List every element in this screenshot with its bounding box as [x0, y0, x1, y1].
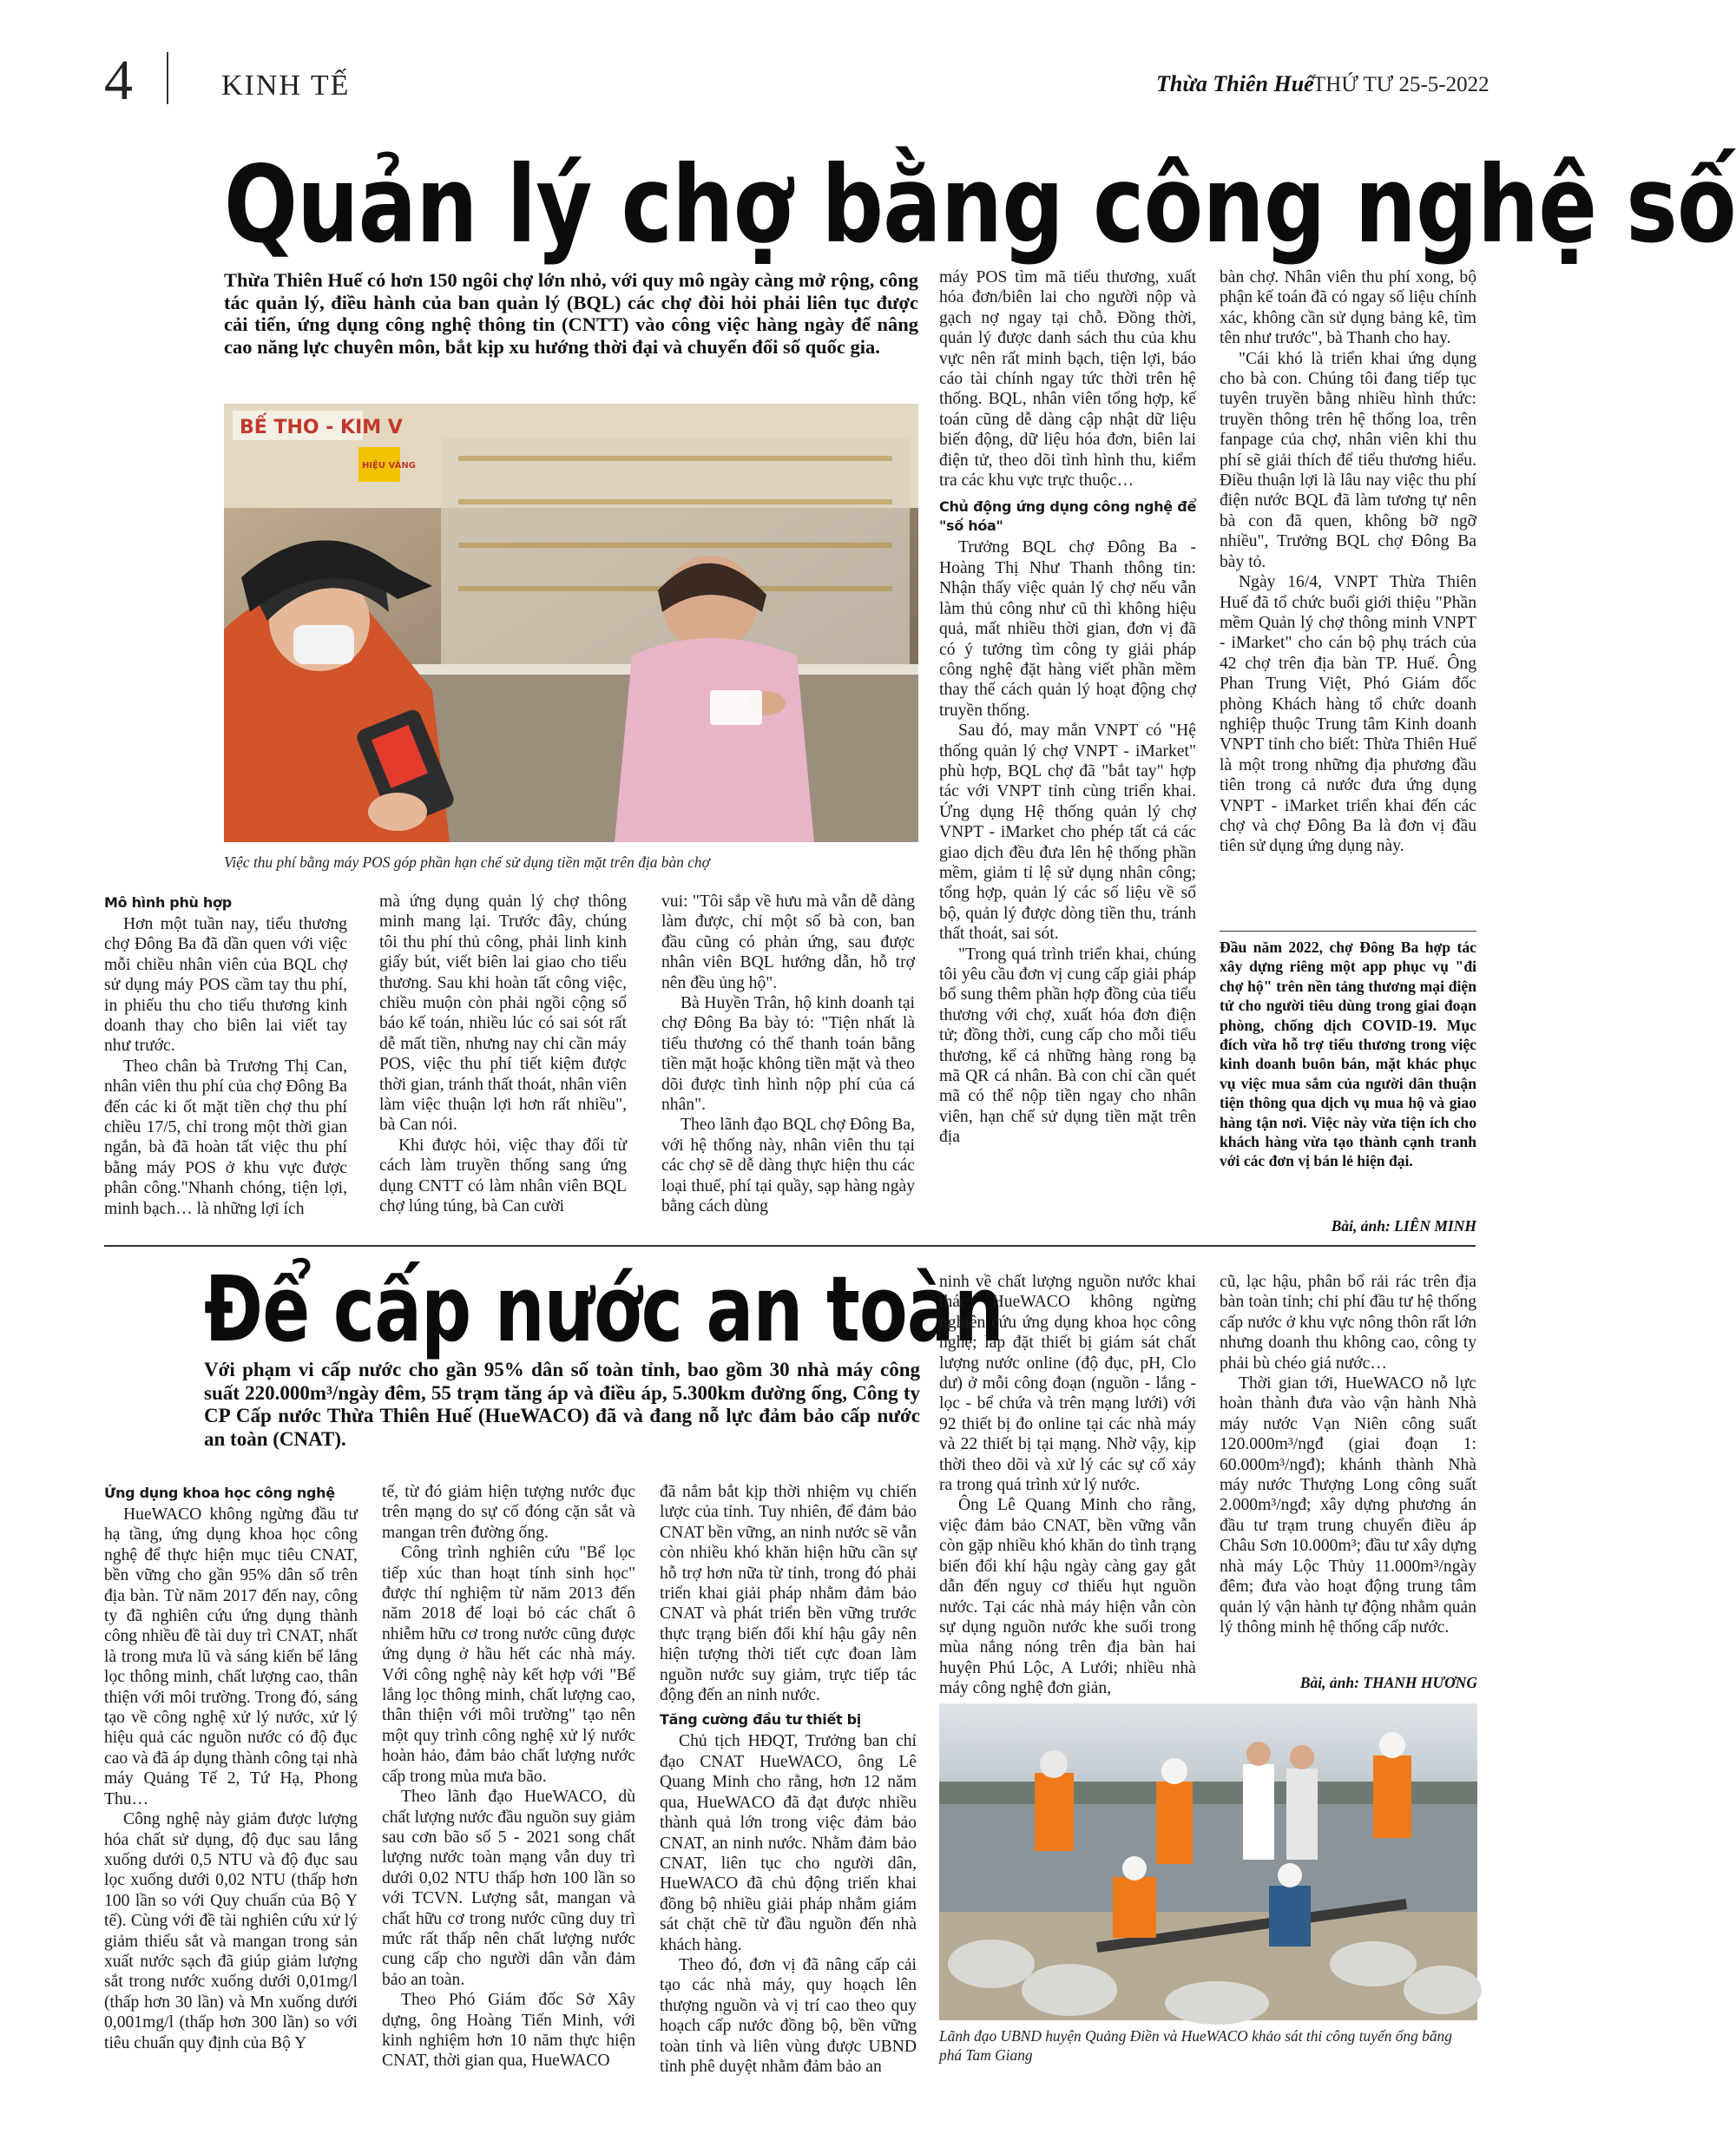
paragraph: Công nghệ này giảm được lượng hóa chất sử dụng, độ đục sau lắng xuống dưới 0,5 NTU và độ đục sau lọc xuống dưới 0,02 NTU (thấp hơn 100 lần so với Quy chuẩn của Bộ Y tế). Cùng với đề tài nghiên cứu xử lý giảm thiểu sắt và mangan trong sản xuất nước sạch đã giúp giảm lượng sắt trong nước xuống dưới 0,01mg/l (thấp hơn 30 lần) và Mn xuống dưới 0,001mg/l (thấp hơn 300 lần) so với tiêu chuẩn quy định của Bộ Y	[104, 1810, 358, 2052]
article2-col1	[104, 1482, 358, 2053]
paragraph: Chủ tịch HĐQT, Trưởng ban chỉ đạo CNAT HueWACO, ông Lê Quang Minh cho rằng, hơn 12 năm qua, HueWACO đã đạt được nhiều thành quả lớn trong việc đảm bảo CNAT, an ninh nước. Nhằm đảm bảo CNAT, liên tục cho người dân, HueWACO đã chủ động triển khai đồng bộ nhiều giải pháp nhằm giám sát chặt chẽ từ đầu nguồn đến nhà khách hàng.	[660, 1732, 917, 1954]
paragraph: Trưởng BQL chợ Đông Ba - Hoàng Thị Như Thanh thông tin: Nhận thấy việc quản lý chợ nếu vẫn làm thủ công như cũ thì không hiệu quả, mất nhiều thời gian, đơn vị đã có ý tưởng tìm công ty giải pháp công nghệ đặt hàng viết phần mềm thay thế cách quản lý hoạt động chợ truyền thống.	[939, 538, 1196, 720]
paragraph: "Trong quá trình triển khai, chúng tôi yêu cầu đơn vị cung cấp giải pháp bổ sung thêm phần hợp đồng của tiểu thương với chợ, xuất hóa đơn điện tử; đồng thời, cung cấp cho mỗi tiểu thương, kể cả những hàng rong bạ mã QR cá nhân. Bà con chỉ cần quét mã có thể nộp tiền ngay cho nhân viên, hạn chế sử dụng tiền mặt trên địa	[939, 945, 1196, 1147]
paragraph: Theo Phó Giám đốc Sở Xây dựng, ông Hoàng Tiến Minh, với kinh nghiệm hơn 10 năm thực hiện CNAT, thời gian qua, HueWACO	[382, 1991, 635, 2071]
paragraph: Thời gian tới, HueWACO nỗ lực hoàn thành đưa vào vận hành Nhà máy nước Vạn Niên công suất 120.000m³/ngđ (giai đoạn 1: 60.000m³/ngđ); khánh thành Nhà máy nước Thượng Long công suất 2.000m³/ngđ; xây dựng phương án đầu tư trạm trung chuyển điều áp Châu Sơn 10.000m³; đầu tư xây dựng nhà máy Lộc Thủy 11.000m³/ngày đêm; đưa vào hoạt động trung tâm quản lý vận hành tự động nhằm quản lý thông minh hệ thống cấp nước.	[1220, 1374, 1476, 1637]
article1-lead: Thừa Thiên Huế có hơn 150 ngôi chợ lớn nhỏ, với quy mô ngày càng mở rộng, công tác quản lý, điều hành của ban quản lý (BQL) các chợ đòi hỏi phải liên tục được cải tiến, ứng dụng công nghệ thông tin (CNTT) vào công việc hàng ngày để nâng cao năng lực chuyên môn, bắt kịp xu hướng thời đại và chuyển đổi số quốc gia.	[224, 269, 918, 358]
article1-title: Quản lý chợ bằng công nghệ số	[224, 143, 1736, 267]
page-number: 4	[104, 49, 133, 112]
paragraph: tế, từ đó giảm hiện tượng nước đục trên mạng do sự cố đóng cặn sắt và mangan trên đường ống.	[382, 1483, 635, 1542]
article1-sidebar-box: Đầu năm 2022, chợ Đông Ba hợp tác xây dựng riêng một app phục vụ "đi chợ hộ" trên nền tảng thương mại điện tử cho người tiêu dùng trong giai đoạn phòng, chống dịch COVID-19. Mục đích vừa hỗ trợ tiểu thương trong việc kinh doanh buôn bán, mặt khác phục vụ việc mua sắm của người dân thuận tiện thông qua dịch vụ mua hộ và giao hàng tận nơi. Việc này vừa tiện ích cho khách hàng vừa tạo thành cạnh tranh với các đơn vị bán lẻ hiện đại.	[1220, 939, 1476, 1170]
paragraph: Theo đó, đơn vị đã nâng cấp cải tạo các nhà máy, quy hoạch lên thượng nguồn và vị trí cao theo quy hoạch cấp nước đồng bộ, bền vững toàn tỉnh và liên vùng được UBND tỉnh phê duyệt nhằm đảm bảo an	[660, 1955, 917, 2076]
masthead: Thừa Thiên Huế	[1156, 71, 1314, 96]
paragraph: "Cái khó là triển khai ứng dụng cho bà con. Chúng tôi đang tiếp tục tuyên truyền bằng nhiều hình thức: truyền thông trên hệ thống loa, trên fanpage của chợ, nhân viên khi thu phí sẽ giải thích để tiểu thương hiểu. Điều thuận lợi là lâu nay việc thu phí điện nước BQL đã làm tương tự nên bà con đã quen, không bỡ ngỡ nhiều", Trưởng BQL chợ Đông Ba bày tỏ.	[1220, 349, 1476, 571]
paragraph: Khi được hỏi, việc thay đổi từ cách làm truyền thống sang ứng dụng CNTT có làm nhân viên BQL chợ lúng túng, bà Can cười	[379, 1136, 627, 1216]
paragraph: bàn chợ. Nhân viên thu phí xong, bộ phận kế toán đã có ngay số liệu chính xác, không cần sử dụng bảng kê, tìm tên như trước", bà Thanh cho hay.	[1220, 268, 1476, 348]
header-divider	[167, 52, 168, 104]
article2-col5	[1220, 1272, 1476, 1637]
paragraph: mà ứng dụng quản lý chợ thông minh mang lại. Trước đây, chúng tôi thu phí thủ công, phải linh kinh giấy bút, viết biên lai giao cho tiểu thương. Sau khi hoàn tất công việc, chiều muộn còn phải ngồi cộng sổ báo kế toán, nhiều lúc có sai sót rất dễ mất tiền, nhưng nay chỉ cần máy POS, việc thu phí tiết kiệm được thời gian, tránh thất thoát, nhân viên làm việc thuận lợi hơn rất nhiều", bà Can nói.	[379, 893, 627, 1135]
section-label: KINH TẾ	[221, 69, 351, 102]
article2-col2	[382, 1482, 635, 2072]
article1-col2	[379, 892, 627, 1217]
paragraph: Sau đó, may mắn VNPT có "Hệ thống quản lý chợ VNPT - iMarket" phù hợp, BQL chợ đã "bắt tay" hợp tác với VNPT tỉnh cùng triển khai. Ứng dụng Hệ thống quản lý chợ VNPT - iMarket cho phép tất cả các giao dịch đều đưa lên hệ thống phần mềm, giảm tỉ lệ sử dụng nhân công; tổng hợp, quản lý các số liệu về sổ bộ, quản lý được dòng tiền thu, tránh thất thoát, sai sót.	[939, 721, 1196, 944]
subhead-chu-dong: Chủ động ứng dụng công nghệ để "số hóa"	[939, 498, 1196, 535]
shop-sign: BẾ THO - KIM V	[240, 417, 403, 438]
article1-photo-caption: Việc thu phí bằng máy POS góp phần hạn chế sử dụng tiền mặt trên địa bàn chợ	[224, 853, 710, 871]
article2-lead: Với phạm vi cấp nước cho gần 95% dân số toàn tỉnh, bao gồm 30 nhà máy công suất 220.000m³/ngày đêm, 55 trạm tăng áp và điều áp, 5.300km đường ống, Công ty CP Cấp nước Thừa Thiên Huế (HueWACO) đã và đang nỗ lực đảm bảo cấp nước an toàn (CNAT).	[204, 1359, 920, 1450]
article1-col4	[939, 267, 1196, 1148]
subhead-ung-dung: Ứng dụng khoa học công nghệ	[104, 1485, 335, 1501]
paragraph: Bà Huyền Trân, hộ kinh doanh tại chợ Đông Ba bày tỏ: "Tiện nhất là tiểu thương có thể thanh toán bằng tiền mặt hoặc không tiền mặt và theo dõi được tình hình nộp phí của cá nhân".	[661, 994, 915, 1115]
paragraph: Theo chân bà Trương Thị Can, nhân viên thu phí của chợ Đông Ba đến các ki ốt mặt tiền chợ thu phí chiều 17/5, chỉ trong một thời gian ngắn, bà đã hoàn tất việc thu phí bằng máy POS ở khu vực được phân công."Nhanh chóng, tiện lợi, minh bạch… là những lợi ích	[104, 1057, 347, 1218]
paragraph: Hơn một tuần nay, tiểu thương chợ Đông Ba đã dần quen với việc mỗi chiều nhân viên của BQL chợ sử dụng máy POS cầm tay thu phí, in phiếu thu cho tiểu thương kinh doanh thay cho biên lai viết tay như trước.	[104, 915, 347, 1056]
paragraph: Theo lãnh đạo HueWACO, dù chất lượng nước đầu nguồn suy giảm sau cơn bão số 5 - 2021 song chất lượng nước toàn mạng vẫn duy trì dưới 0,02 NTU thấp hơn 100 lần so với TCVN. Lượng sắt, mangan và chất hữu cơ trong nước cũng duy trì mức rất thấp nên chất lượng nước cung cấp cho người dân vẫn đảm bảo an toàn.	[382, 1788, 635, 1989]
market-pos-photo	[224, 404, 918, 842]
article-divider	[104, 1245, 1476, 1247]
article2-photo-caption: Lãnh đạo UBND huyện Quảng Điền và HueWACO khảo sát thi công tuyến ống băng phá Tam Giang	[939, 2027, 1452, 2064]
article2-byline: Bài, ảnh: THANH HƯƠNG	[1299, 1674, 1477, 1691]
paragraph: Theo lãnh đạo BQL chợ Đông Ba, với hệ thống này, nhân viên thu tại các chợ sẽ dễ dàng thực hiện thu các loại thuế, phí tại quầy, sạp hàng ngày bằng cách dùng	[661, 1116, 915, 1216]
subhead-mo-hinh: Mô hình phù hợp	[104, 894, 232, 911]
paragraph: đã nắm bắt kịp thời nhiệm vụ chiến lược của tỉnh. Tuy nhiên, để đảm bảo CNAT bền vững, an ninh nước sẽ vẫn còn nhiều khó khăn hiện hữu cần sự hỗ trợ hơn nữa từ tỉnh, trong đó phải triển khai giải pháp nhằm đảm bảo CNAT và phát triển bền vững trước thực trạng biến đổi khí hậu gây nên hiện tượng thời tiết cực đoan làm nguồn nước suy giảm, trực tiếp tác động đến an ninh nước.	[660, 1483, 917, 1705]
subhead-tang-cuong: Tăng cường đầu tư thiết bị	[660, 1711, 861, 1729]
pipeline-survey-photo	[939, 1703, 1477, 2020]
paragraph: Công trình nghiên cứu "Bể lọc tiếp xúc than hoạt tính sinh học" được thí nghiệm từ năm 2013 đến năm 2018 để loại bỏ các chất ô nhiễm hữu cơ trong nước cũng được ứng dụng ở hầu hết các nhà máy. Với công nghệ này kết hợp với "Bể lắng lọc thông minh, chất lượng cao, thân thiện với môi trường" tạo nên một quy trình công nghệ xử lý nước hoàn hảo, đảm bảo chất lượng nước cấp trong mùa mưa bão.	[382, 1544, 635, 1786]
paragraph: máy POS tìm mã tiểu thương, xuất hóa đơn/biên lai cho người nộp và gạch nợ ngay tại chỗ. Đồng thời, quản lý được danh sách thu của khu vực nên rất minh bạch, tiện lợi, báo cáo tài chính ngay tức thời trên hệ thống. BQL, nhân viên tổng hợp, kế toán cũng dễ dàng cập nhật dữ liệu biến động, dữ liệu hóa đơn, biên lai điện tử, theo dõi tình hình thu, kiểm tra các khu vực trực thuộc…	[939, 268, 1196, 491]
paragraph: HueWACO không ngừng đầu tư hạ tầng, ứng dụng khoa học công nghệ để thực hiện mục tiêu CNAT, bền vững cho gần 95% dân số trên địa bàn. Từ năm 2017 đến nay, công ty đã nghiên cứu ứng dụng thành công nhiều đề tài duy trì CNAT, nhất là trong mưa lũ và sáng kiến bể lắng lọc thông minh, chất lượng cao, thân thiện với môi trường. Trong đó, sáng tạo về công nghệ xử lý nước, xử lý hiệu quả các nguồn nước có độ đục cao và đã áp dụng thành công tại nhà máy Quảng Tế 2, Tứ Hạ, Phong Thu…	[104, 1505, 358, 1808]
paragraph: vui: "Tôi sắp về hưu mà vẫn dễ dàng làm được, chỉ một số bà con, ban đầu cũng có phản ứng, sau được nhân viên BQL hướng dẫn, hỗ trợ nên đều ủng hộ".	[661, 893, 915, 992]
article2-col4	[939, 1272, 1196, 1699]
paragraph: ninh về chất lượng nguồn nước khai thác. HueWACO không ngừng nghiên cứu ứng dụng khoa học công nghệ; lắp đặt thiết bị giám sát chất lượng nước online (độ đục, pH, Clo dư) ở mỗi công đoạn (nguồn - lắng - lọc - bể chứa và trên mạng lưới) với 92 thiết bị đo online tại các nhà máy và 22 thiết bị tại mạng. Nhờ vậy, kịp thời theo dõi và xử lý các sự cố xảy ra trong quá trình xử lý nước.	[939, 1273, 1196, 1495]
article2-col3	[660, 1482, 917, 2077]
article1-col1	[104, 892, 347, 1219]
article2-title: Để cấp nước an toàn	[204, 1256, 1003, 1362]
box-rule	[1220, 931, 1476, 932]
issue-date: THỨ TƯ 25-5-2022	[1312, 73, 1489, 96]
article1-photo	[224, 404, 918, 842]
article2-photo	[939, 1703, 1477, 2020]
article1-col5	[1220, 267, 1476, 857]
shop-sign-2: HIỆU VÀNG	[362, 461, 416, 471]
article1-col3	[661, 892, 915, 1217]
paragraph: Ông Lê Quang Minh cho rằng, việc đảm bảo CNAT, bền vững vẫn còn gặp nhiều khó khăn do tình trạng biến đổi khí hậu ngày càng gay gắt dẫn đến nguy cơ thiếu hụt nguồn nước. Tại các nhà máy hiện vẫn còn sự dụng nguồn nước khe suối trong mùa nắng nóng trên địa bàn hai huyện Phú Lộc, A Lưới; nhiều nhà máy công nghệ đơn giản,	[939, 1496, 1196, 1698]
paragraph: Ngày 16/4, VNPT Thừa Thiên Huế đã tổ chức buổi giới thiệu "Phần mềm Quản lý chợ thông minh VNPT - iMarket" cho cán bộ phụ trách của 42 chợ trên địa bàn TP. Huế. Ông Phan Trung Việt, Phó Giám đốc phòng Khách hàng tổ chức doanh nghiệp thuộc Trung tâm Kinh doanh VNPT tỉnh cho biết: Thừa Thiên Huế là một trong những địa phương đầu tiên trong cả nước đưa ứng dụng VNPT - iMarket triển khai đến các chợ và chợ Đông Ba là đơn vị đầu tiên sử dụng ứng dụng này.	[1220, 573, 1476, 856]
paragraph: cũ, lạc hậu, phân bố rải rác trên địa bàn toàn tỉnh; chi phí đầu tư hệ thống cấp nước ở khu vực nông thôn rất lớn nhưng doanh thu không cao, công ty phải bù chéo giá nước…	[1220, 1273, 1476, 1373]
article1-byline: Bài, ảnh: LIÊN MINH	[1331, 1217, 1476, 1235]
